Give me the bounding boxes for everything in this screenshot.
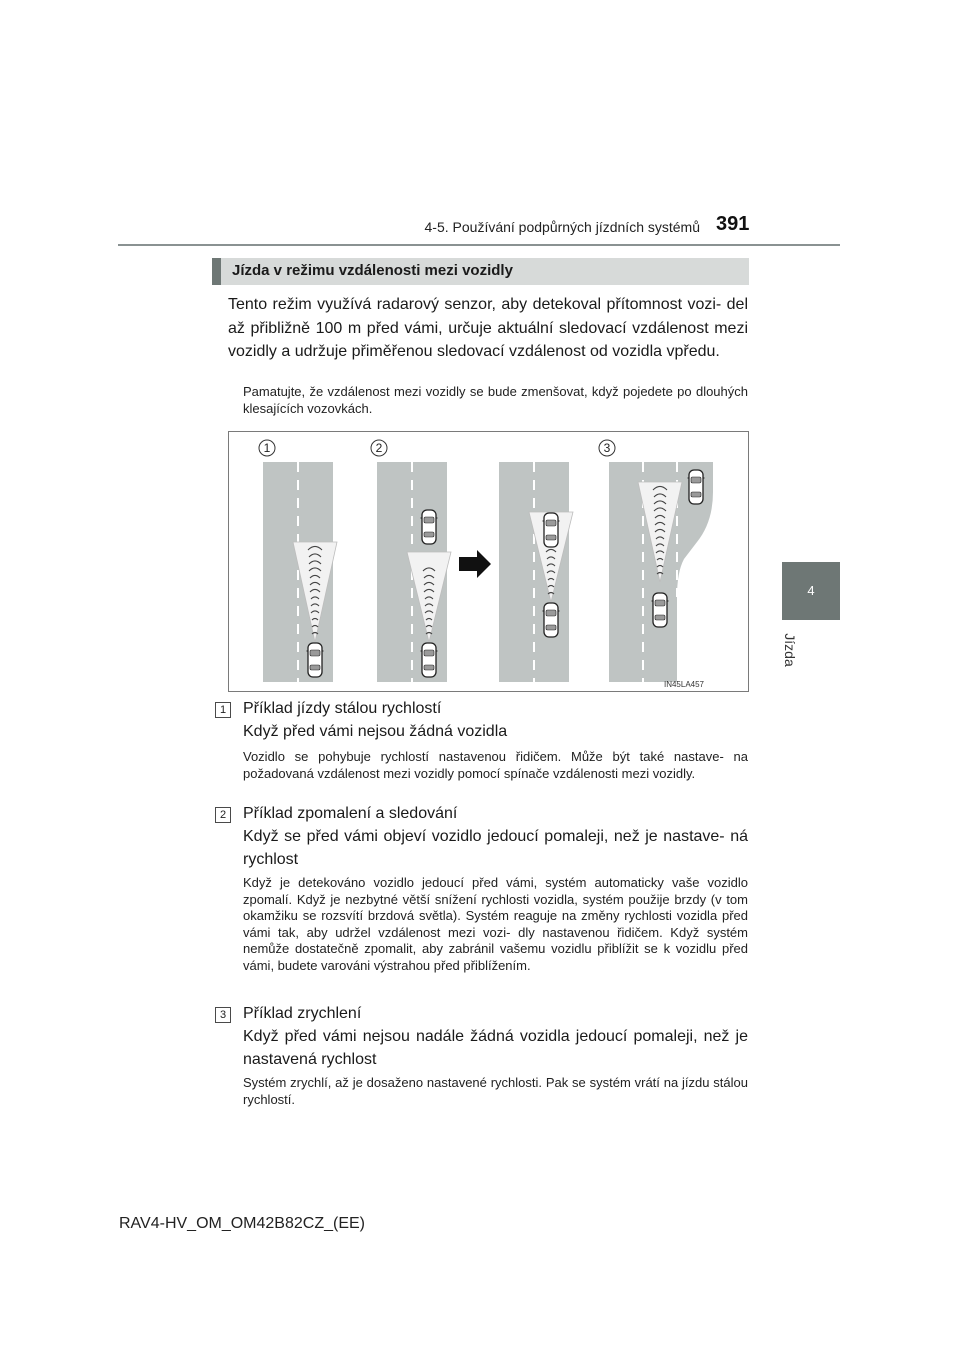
callout-1-label: 1 (263, 441, 271, 455)
item-1-subtitle: Když před vámi nejsou žádná vozidla (243, 723, 508, 740)
image-code: IN45LA457 (663, 680, 704, 689)
section-heading (212, 258, 749, 285)
acc-mode-illustration (228, 431, 749, 692)
item-3-description: Systém zrychlí, až je dosaženo nastavené rychlosti. Pak se systém vrátí na jízdu stálou rychlostí. (243, 1075, 748, 1107)
section-heading-bar (212, 258, 221, 285)
running-header-title: 4-5. Používání podpůrných jízdních systémů (424, 219, 700, 235)
callout-3-label: 3 (603, 441, 611, 455)
item-3-subtitle: Když před vámi nejsou nadále žádná vozidla jedoucí pomaleji, než je nastavená rychlost (243, 1028, 748, 1068)
lead-vehicle (543, 513, 560, 547)
note-paragraph: Pamatujte, že vzdálenost mezi vozidly se bude zmenšovat, když pojedete po dlouhých klesajících vozovkách. (243, 384, 748, 416)
chapter-tab: 4 (782, 562, 840, 620)
item-3-title: Příklad zrychlení (243, 1005, 362, 1022)
item-1-description: Vozidlo se pohybuje rychlostí nastavenou řidičem. Může být také nastave- na požadovaná vzdálenost mezi vozidly pomocí spínače vzdálenosti mezi vozidly. (243, 749, 748, 781)
item-2-description: Když je detekováno vozidlo jedoucí před vámi, systém automaticky vaše vozidlo zpomalí. Když je nezbytné větší snížení rychlosti vozidla, systém použije brzdy (v tom okamžiku se rozsvítí brzdová světla). Systém reaguje na změny rychlosti vozidla před vámi tak, aby udržel vzdálenost mezi vozi- dly nastavenou řidičem. Když systém nemůže dostatečně zpomalit, aby zabránil vašemu vozidlu přiblížit se k vozidlu před vámi, budete varováni výstrahou před přiblížením. (243, 875, 748, 973)
section-heading-text: Jízda v režimu vzdálenosti mezi vozidly (232, 262, 513, 279)
intro-paragraph: Tento režim využívá radarový senzor, aby detekoval přítomnost vozi- del až přibližně 100 m před vámi, určuje aktuální sledovací vzdálenost mezi vozidly a udržuje přiměřenou sledovací vzdálenost od vozidla vpředu. (228, 296, 748, 360)
item-2-subtitle: Když se před vámi objeví vozidlo jedoucí pomaleji, než je nastave- ná rychlost (243, 828, 748, 868)
page-number: 391 (716, 213, 750, 235)
exiting-vehicle (688, 470, 705, 504)
item-2-title: Příklad zpomalení a sledování (243, 805, 458, 822)
own-vehicle (652, 593, 669, 627)
own-vehicle (421, 643, 438, 677)
item-2-number: 2 (215, 807, 231, 823)
chapter-label: Jízda (782, 633, 798, 667)
own-vehicle (543, 603, 560, 637)
item-1-number: 1 (215, 702, 231, 718)
own-vehicle (307, 643, 324, 677)
transition-arrow (459, 550, 491, 578)
header-rule (118, 244, 840, 246)
callout-2-label: 2 (375, 441, 383, 455)
document-code: RAV4-HV_OM_OM42B82CZ_(EE) (119, 1215, 365, 1232)
item-1-title: Příklad jízdy stálou rychlostí (243, 700, 442, 717)
item-3-number: 3 (215, 1007, 231, 1023)
lead-vehicle (421, 510, 438, 544)
